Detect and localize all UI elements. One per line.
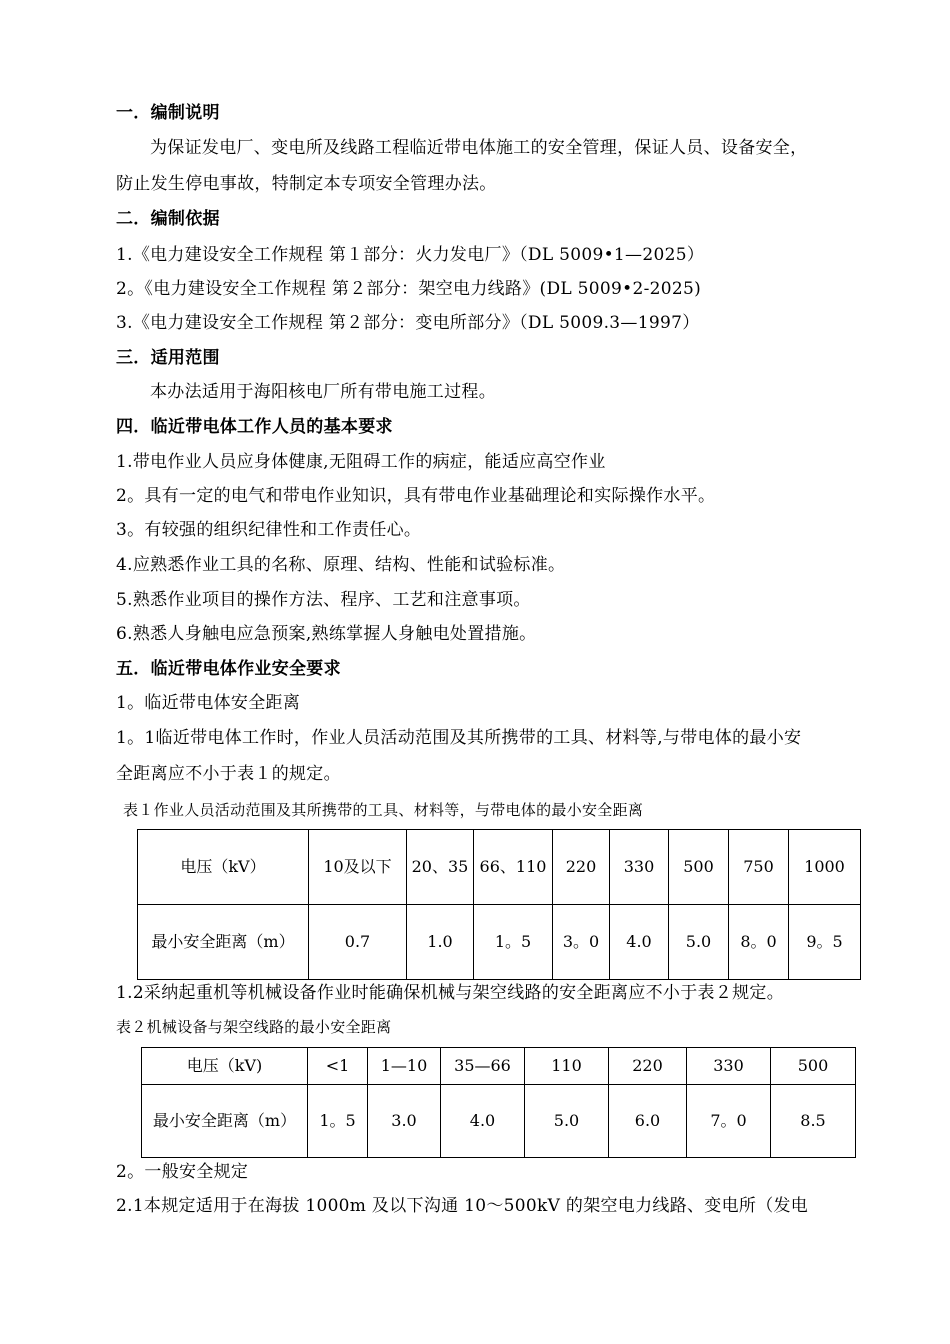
table-2-distance-cell: 5.0 (525, 1085, 609, 1158)
table-1-voltage-cell: 220 (553, 830, 610, 905)
table-1-distance-cell: 0.7 (309, 905, 407, 980)
table-1-distance-cell: 3。0 (553, 905, 610, 980)
table-1-voltage-cell: 500 (669, 830, 729, 905)
requirement-item-4: 4.应熟悉作业工具的名称、原理、结构、性能和试验标准。 (116, 555, 566, 575)
requirement-item-3: 3。有较强的组织纪律性和工作责任心。 (116, 520, 422, 540)
table-2-voltage-cell: 110 (525, 1048, 609, 1085)
table-2-distance-header: 最小安全距离（m） (142, 1085, 308, 1158)
table-1-distance-cell: 1.0 (407, 905, 474, 980)
section-2-title: 二．编制依据 (116, 209, 220, 229)
table-2-distance-cell: 1。5 (308, 1085, 368, 1158)
table-2 (141, 1047, 856, 1158)
table-1-voltage-cell: 1000 (789, 830, 861, 905)
subsection-1-title: 1。临近带电体安全距离 (116, 693, 301, 713)
table-1-voltage-header: 电压（kV） (138, 830, 309, 905)
requirement-item-1: 1.带电作业人员应身体健康,无阻碍工作的病症，能适应高空作业 (116, 452, 606, 472)
section-4-title: 四．临近带电体工作人员的基本要求 (116, 417, 393, 437)
table-2-voltage-cell: 220 (609, 1048, 687, 1085)
table-1-caption: 表１作业人员活动范围及其所携带的工具、材料等，与带电体的最小安全距离 (123, 801, 644, 819)
table-2-distance-row (142, 1085, 856, 1158)
basis-item-2: 2。《电力建设安全工作规程 第２部分：架空电力线路》(DL 5009•2-2025) (116, 279, 702, 299)
requirement-item-6: 6.熟悉人身触电应急预案,熟练掌握人身触电处置措施。 (116, 624, 537, 644)
section-3-paragraph: 本办法适用于海阳核电厂所有带电施工过程。 (150, 382, 496, 402)
requirement-item-5: 5.熟悉作业项目的操作方法、程序、工艺和注意事项。 (116, 590, 531, 610)
section-1-paragraph-line-2: 防止发生停电事故，特制定本专项安全管理办法。 (116, 174, 497, 194)
table-2-voltage-cell: <1 (308, 1048, 368, 1085)
table-1-voltage-cell: 66、110 (474, 830, 553, 905)
clause-1-2: 1.2采纳起重机等机械设备作业时能确保机械与架空线路的安全距离应不小于表２规定。 (116, 983, 785, 1003)
table-2-voltage-row (142, 1048, 856, 1085)
basis-item-3: 3.《电力建设安全工作规程 第２部分：变电所部分》（DL 5009.3—1997） (116, 313, 700, 333)
table-2-distance-cell: 7。0 (687, 1085, 771, 1158)
table-1-voltage-row (138, 830, 861, 905)
table-1-distance-cell: 1。5 (474, 905, 553, 980)
table-2-distance-cell: 3.0 (368, 1085, 441, 1158)
table-2-voltage-cell: 500 (771, 1048, 856, 1085)
table-1 (137, 829, 861, 980)
table-2-voltage-cell: 35—66 (441, 1048, 525, 1085)
table-1-distance-cell: 5.0 (669, 905, 729, 980)
table-2-distance-cell: 4.0 (441, 1085, 525, 1158)
requirement-item-2: 2。具有一定的电气和带电作业知识，具有带电作业基础理论和实际操作水平。 (116, 486, 716, 506)
table-1-voltage-cell: 10及以下 (309, 830, 407, 905)
table-1-distance-header: 最小安全距离（m） (138, 905, 309, 980)
table-2-voltage-cell: 1—10 (368, 1048, 441, 1085)
basis-item-1: 1.《电力建设安全工作规程 第１部分：火力发电厂》（DL 5009•1—2025） (116, 245, 705, 265)
table-1-distance-cell: 4.0 (610, 905, 669, 980)
clause-1-1-line-1: 1。1临近带电体工作时，作业人员活动范围及其所携带的工具、材料等,与带电体的最小安 (116, 728, 802, 748)
table-1-voltage-cell: 20、35 (407, 830, 474, 905)
section-1-paragraph-line-1: 为保证发电厂、变电所及线路工程临近带电体施工的安全管理，保证人员、设备安全， (150, 138, 808, 158)
table-2-voltage-header: 电压（kV) (142, 1048, 308, 1085)
section-3-title: 三．适用范围 (116, 348, 220, 368)
table-1-voltage-cell: 750 (729, 830, 789, 905)
table-1-distance-row (138, 905, 861, 980)
section-1-title: 一．编制说明 (116, 103, 220, 123)
clause-1-1-line-2: 全距离应不小于表１的规定。 (116, 764, 341, 784)
table-2-distance-cell: 6.0 (609, 1085, 687, 1158)
section-5-title: 五．临近带电体作业安全要求 (116, 659, 341, 679)
table-2-caption: 表２机械设备与架空线路的最小安全距离 (116, 1018, 392, 1036)
table-2-voltage-cell: 330 (687, 1048, 771, 1085)
table-1-voltage-cell: 330 (610, 830, 669, 905)
table-1-distance-cell: 9。5 (789, 905, 861, 980)
subsection-2-title: 2。一般安全规定 (116, 1162, 249, 1182)
clause-2-1: 2.1本规定适用于在海拔 1000m 及以下沟通 10～500kV 的架空电力线路、变电所（发电 (116, 1196, 809, 1216)
table-2-distance-cell: 8.5 (771, 1085, 856, 1158)
table-1-distance-cell: 8。0 (729, 905, 789, 980)
